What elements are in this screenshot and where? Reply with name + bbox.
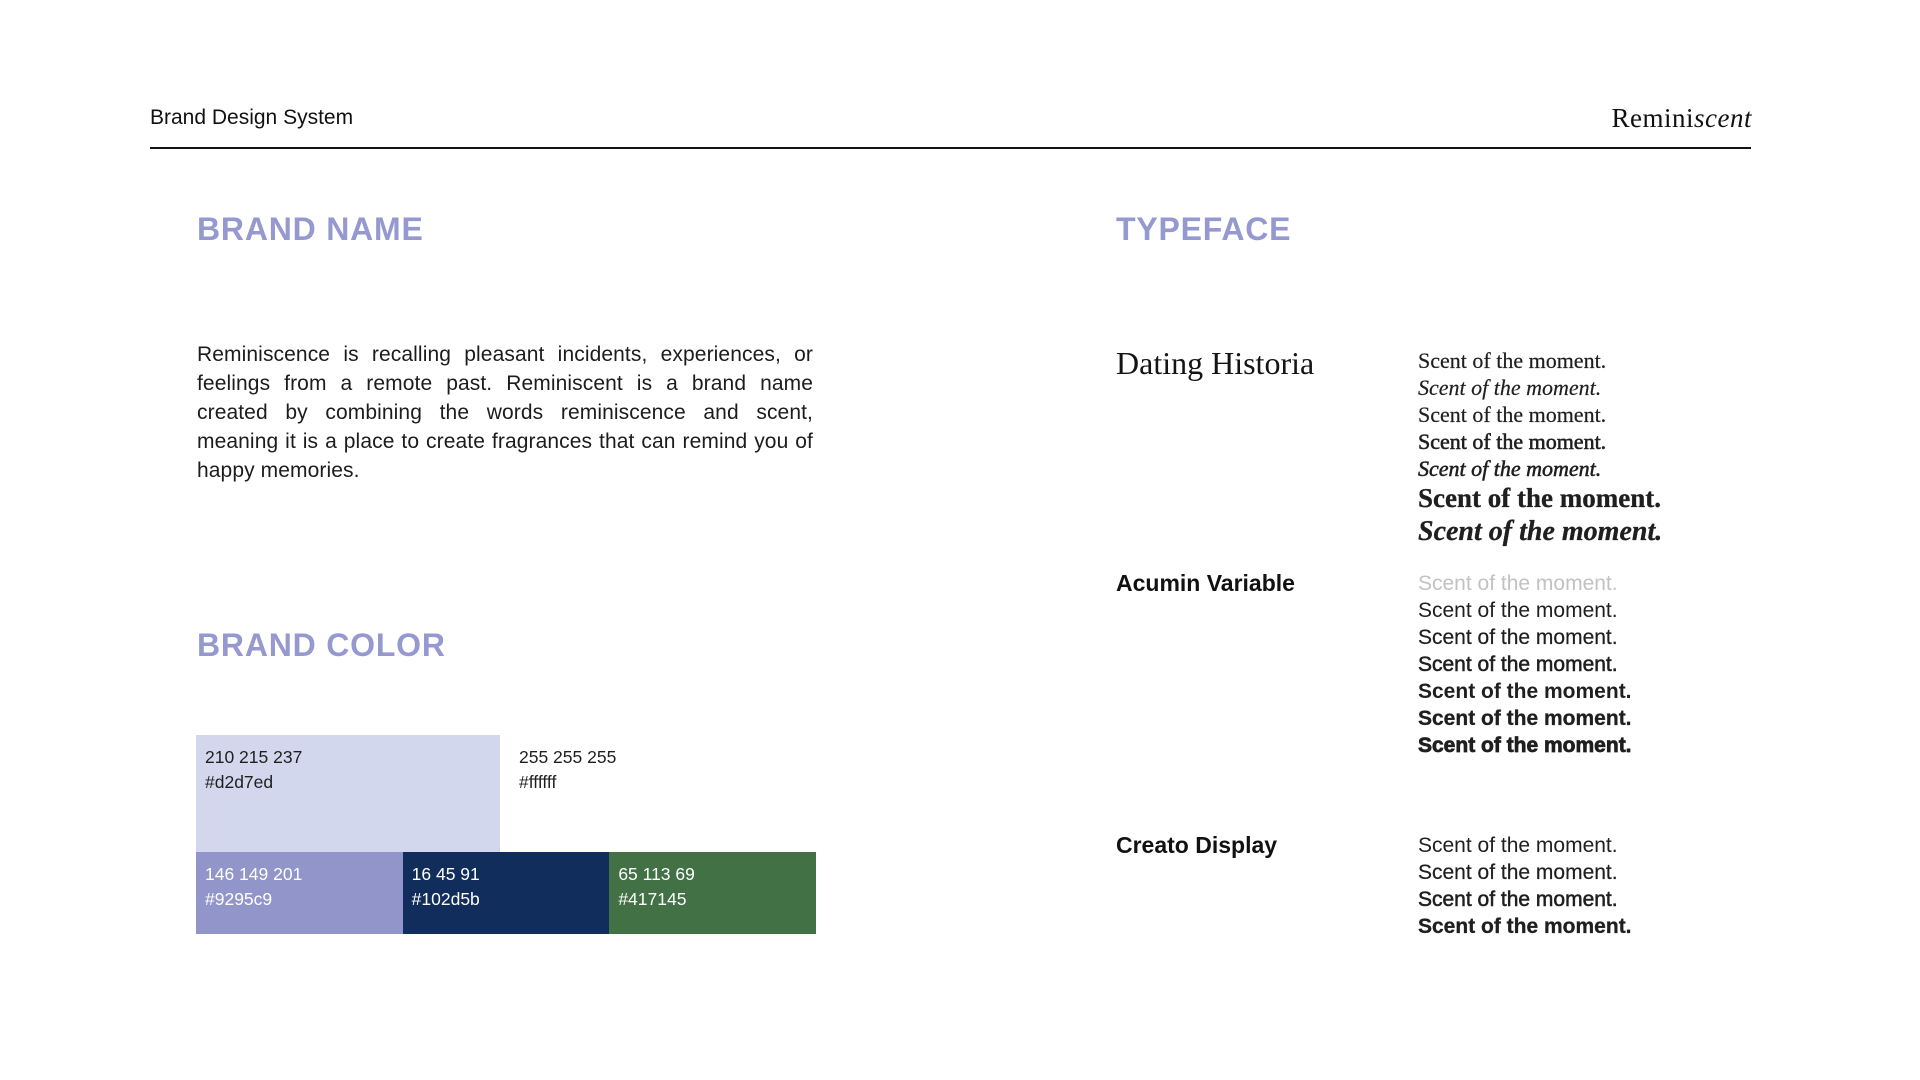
color-swatch-d2d7ed — [196, 735, 500, 852]
sample-sentence: Scent of the moment. — [1418, 834, 1618, 857]
sample-sentence: Scent of the moment. — [1418, 653, 1618, 676]
sample-sentence: Scent of the moment. — [1418, 483, 1661, 513]
color-palette — [196, 735, 816, 934]
typeface-heading: TYPEFACE — [1116, 211, 1292, 247]
specimen-row-dating-historia — [1116, 347, 1662, 549]
specimen-samples — [1418, 347, 1662, 549]
swatch-rgb: 65 113 69 — [618, 864, 695, 884]
sample-sentence: Scent of the moment. — [1418, 572, 1618, 595]
color-swatch-417145 — [609, 852, 816, 934]
swatch-rgb: 255 255 255 — [519, 747, 617, 767]
sample-sentence: Scent of the moment. — [1418, 402, 1607, 427]
brand-name-description: Reminiscence is recalling pleasant incidents, experiences, or feelings from a remote past. Reminiscent is a brand name created by combining the words reminiscence and scent, meaning it is a place to create fragrances that can remind you of happy memories. — [197, 343, 813, 482]
specimen-samples — [1418, 832, 1632, 940]
sample-sentence: Scent of the moment. — [1418, 375, 1602, 400]
specimen-samples — [1418, 570, 1632, 759]
specimen-row-acumin-variable — [1116, 570, 1632, 759]
sample-sentence: Scent of the moment. — [1418, 429, 1607, 454]
color-swatch-9295c9 — [196, 852, 403, 934]
brand-logo-italic: scent — [1694, 103, 1752, 133]
swatch-rgb: 146 149 201 — [205, 864, 303, 884]
sample-sentence: Scent of the moment. — [1418, 680, 1632, 703]
brand-color-heading: BRAND COLOR — [197, 627, 446, 663]
page-title: Brand Design System — [150, 106, 354, 129]
brand-name-heading: BRAND NAME — [197, 211, 424, 247]
color-swatch-102d5b — [403, 852, 610, 934]
sample-sentence: Scent of the moment. — [1418, 626, 1618, 649]
swatch-hex: #102d5b — [411, 889, 480, 909]
brand-logo-roman: Remini — [1611, 103, 1695, 133]
brand-logo — [1612, 102, 1752, 134]
specimen-row-creato-display — [1116, 832, 1632, 940]
swatch-hex: #d2d7ed — [205, 772, 274, 792]
sample-sentence: Scent of the moment. — [1418, 734, 1632, 757]
swatch-hex: #9295c9 — [205, 889, 273, 909]
swatch-hex: #417145 — [618, 889, 687, 909]
swatch-rgb: 16 45 91 — [411, 864, 480, 884]
sample-sentence: Scent of the moment. — [1418, 456, 1602, 481]
color-swatch-ffffff — [510, 735, 740, 852]
specimen-name: Acumin Variable — [1116, 570, 1295, 596]
sample-sentence: Scent of the moment. — [1418, 599, 1618, 622]
sample-sentence: Scent of the moment. — [1418, 348, 1607, 373]
sample-sentence: Scent of the moment. — [1418, 861, 1618, 884]
sample-sentence: Scent of the moment. — [1418, 888, 1618, 911]
specimen-name: Dating Historia — [1116, 345, 1315, 381]
color-swatch-row — [196, 852, 816, 934]
swatch-rgb: 210 215 237 — [205, 747, 303, 767]
sample-sentence: Scent of the moment. — [1418, 707, 1632, 730]
sample-sentence: Scent of the moment. — [1418, 516, 1663, 547]
swatch-hex: #ffffff — [519, 772, 557, 792]
specimen-name: Creato Display — [1116, 832, 1278, 858]
sample-sentence: Scent of the moment. — [1418, 915, 1632, 938]
header-divider — [150, 147, 1751, 149]
